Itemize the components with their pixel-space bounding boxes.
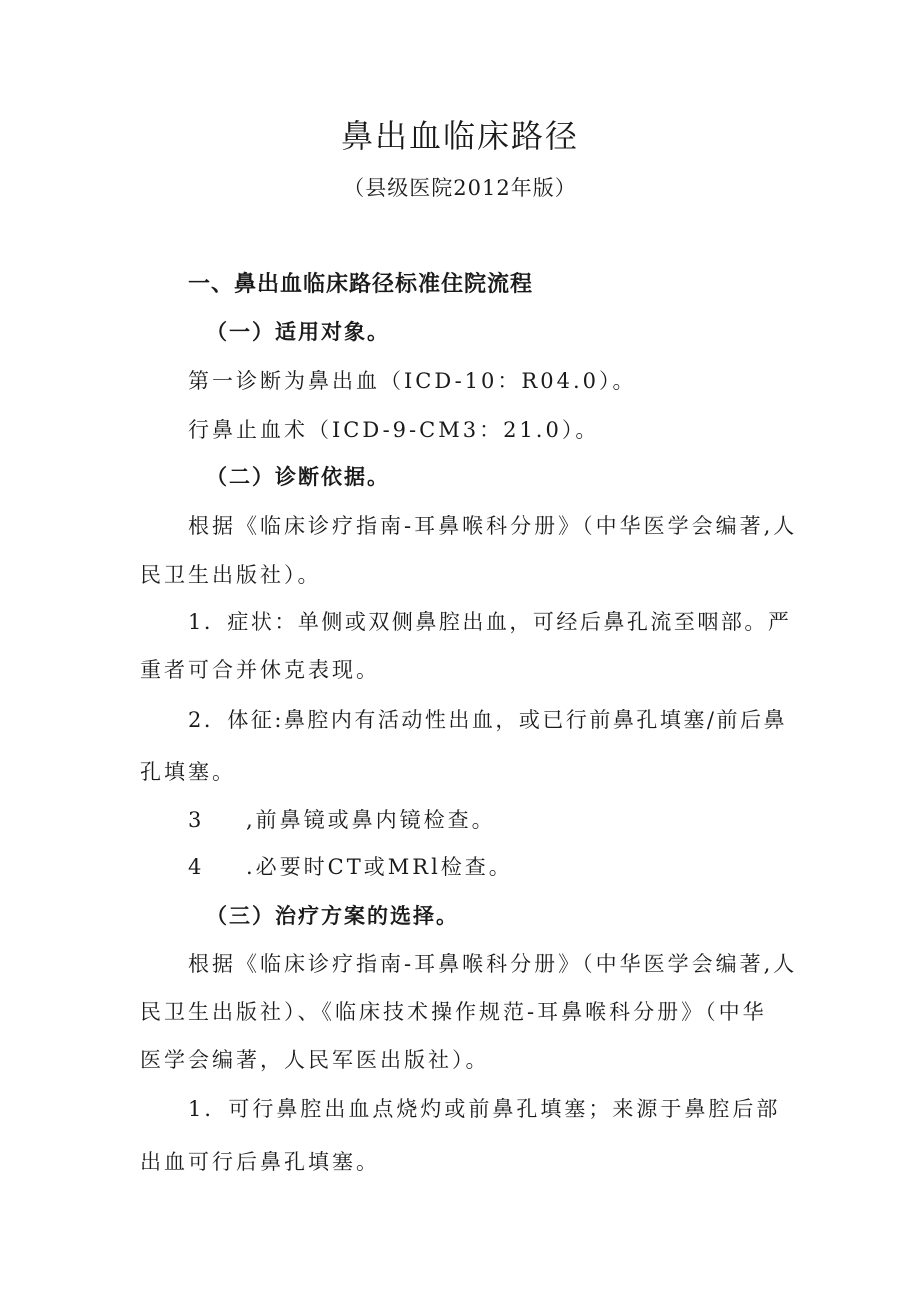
- list-item-line: 2．体征:鼻腔内有活动性出血，或已行前鼻孔填塞/前后鼻: [188, 708, 788, 732]
- list-item-number: 3: [188, 808, 205, 832]
- subsection-heading-diagnosis: （二）诊断依据。: [206, 465, 390, 489]
- list-item-line: 出血可行后鼻孔填塞。: [140, 1150, 380, 1174]
- subsection-heading-treatment: （三）治疗方案的选择。: [206, 904, 459, 928]
- paragraph-line: 第一诊断为鼻出血（ICD-10：R04.0）。: [188, 369, 637, 393]
- list-item-line: 1．可行鼻腔出血点烧灼或前鼻孔填塞；来源于鼻腔后部: [188, 1097, 781, 1121]
- list-item-line: 1．症状：单侧或双侧鼻腔出血，可经后鼻孔流至咽部。严: [188, 610, 792, 634]
- list-item-line: 重者可合并休克表现。: [140, 658, 380, 682]
- list-item-text: ,前鼻镜或鼻内镜检查。: [246, 808, 496, 832]
- list-item-line: 孔填塞。: [140, 760, 236, 784]
- paragraph-line: 民卫生出版社）。: [140, 563, 322, 587]
- document-title: 鼻出血临床路径: [340, 117, 579, 155]
- paragraph-line: 根据《临床诊疗指南-耳鼻喉科分册》（中华医学会编著,人: [188, 514, 798, 538]
- subsection-heading-applicable: （一）适用对象。: [206, 320, 390, 344]
- document-subtitle: （县级医院2012年版）: [343, 176, 577, 200]
- list-item: [188, 810, 496, 831]
- section-heading: 一、鼻出血临床路径标准住院流程: [188, 272, 534, 297]
- list-item-number: 4: [188, 855, 205, 879]
- paragraph-line: 根据《临床诊疗指南-耳鼻喉科分册》（中华医学会编著,人: [188, 952, 798, 976]
- paragraph-line: 行鼻止血术（ICD-9-CM3：21.0）。: [188, 418, 600, 442]
- paragraph-line: 医学会编著，人民军医出版社）。: [140, 1048, 490, 1072]
- list-item: [188, 857, 513, 878]
- paragraph-line: 民卫生出版社）、《临床技术操作规范-耳鼻喉科分册》（中华: [140, 1000, 767, 1024]
- list-item-text: .必要时CT或MRl检查。: [246, 855, 513, 879]
